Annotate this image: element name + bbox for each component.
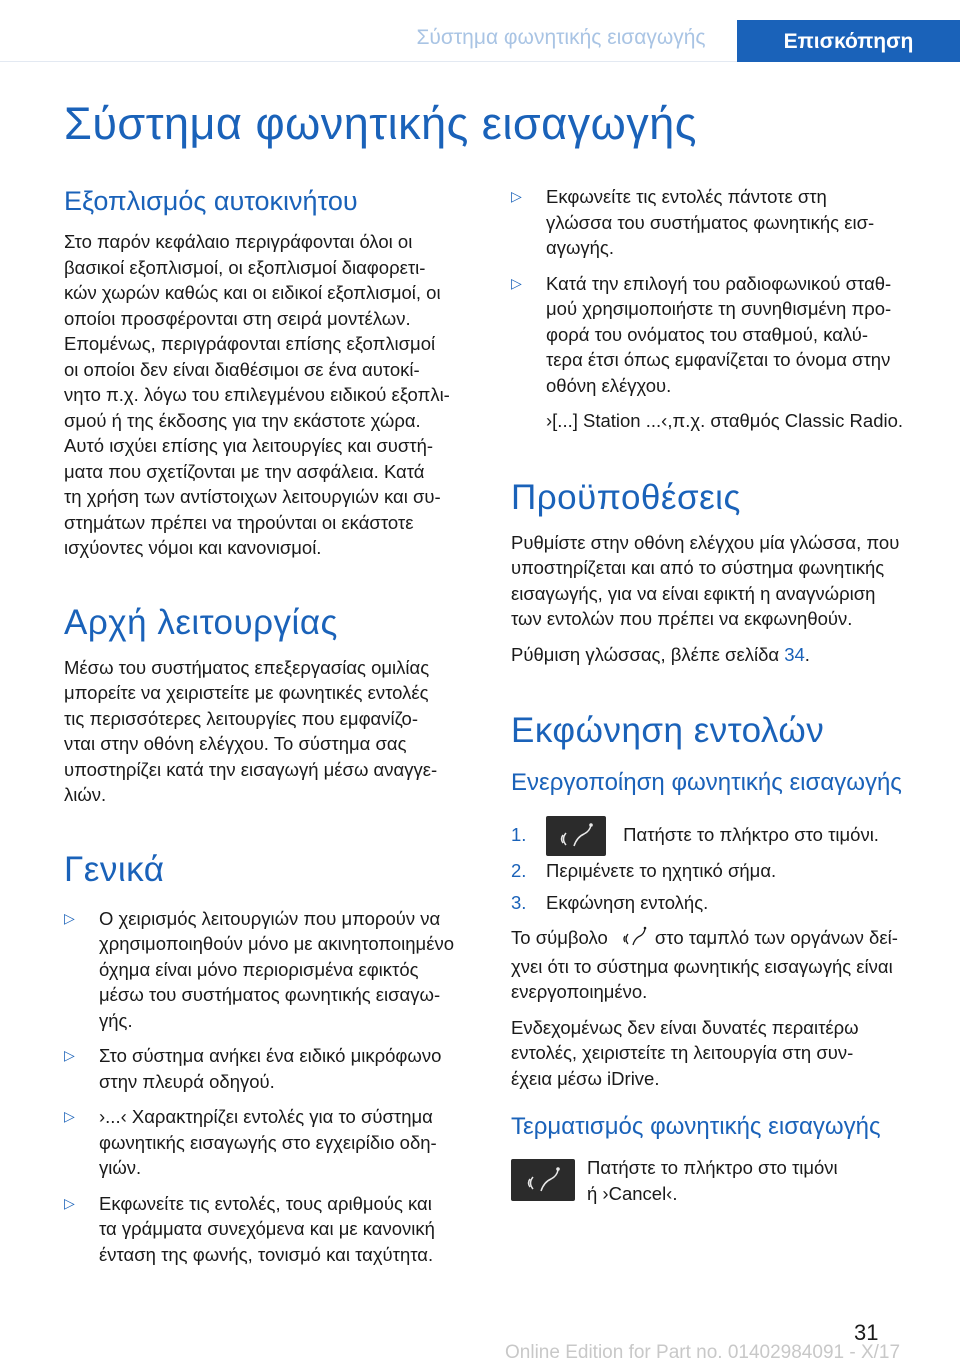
text-line: λιών. — [64, 784, 107, 805]
station-example: ›[...] Station ...‹,π.χ. σταθμός Classic Radio. — [546, 410, 904, 431]
page-number: 31 — [854, 1320, 879, 1345]
activation-steps — [511, 815, 931, 915]
text-line: γλώσσα του συστήματος φωνητικής εισ‐ — [546, 211, 875, 233]
text-line: Αυτό ισχύει επίσης για λειτουργίες και συστή‐ — [64, 435, 434, 456]
text-line: μού χρησιμοποιήστε τη συνηθισμένη προ‐ — [546, 298, 892, 319]
reference-text: Ρύθμιση γλώσσας, βλέπε σελίδα — [511, 643, 785, 665]
text-line: ενεργοποιημένο. — [511, 981, 648, 1003]
edition-footer: Online Edition for Part no. 01402984091 - X/17 — [505, 1342, 901, 1363]
text-line: Επομένως, περιγράφονται επίσης εξοπλισμοί — [64, 333, 436, 354]
text-line: οθόνη ελέγχου. — [546, 374, 672, 396]
symbol-suffix: στο ταμπλό των οργάνων δεί‐ — [654, 927, 898, 949]
text-line: γιών. — [99, 1157, 142, 1178]
requirements-heading: Προϋποθέσεις — [511, 477, 741, 517]
text-line: αγωγής. — [546, 237, 614, 258]
text-line: εισαγωγής, για να είναι εφικτή η αναγνώριση — [511, 582, 876, 604]
text-line: Εκφωνείτε τις εντολές, τους αριθμούς και — [99, 1192, 432, 1214]
symbol-prefix: Το σύμβολο — [511, 927, 608, 949]
reference-text: . — [804, 643, 810, 665]
text-line: γής. — [99, 1009, 133, 1031]
text-line: Εκφωνείτε τις εντολές πάντοτε στη — [546, 186, 827, 207]
text-line: ματα που σχετίζονται με την ασφάλεια. Κατά — [64, 460, 425, 482]
general-list — [64, 906, 484, 1268]
text-line: οι οποίοι δεν είναι διαθέσιμοι σε ένα αυτοκί‐ — [64, 358, 420, 380]
list-item — [64, 1104, 484, 1181]
end-heading: Τερματισμός φωνητικής εισαγωγής — [511, 1113, 881, 1141]
triangle-right-icon: ▷ — [511, 188, 522, 204]
text-line: βασικοί εξοπλισμοί, οι εξοπλισμοί διαφορετι‐ — [64, 256, 426, 278]
text-line: τη χρήση των αντίστοιχων λειτουργιών και συ‐ — [64, 486, 441, 507]
step-text: Περιμένετε το ηχητικό σήμα. — [546, 860, 777, 882]
language-reference — [511, 642, 931, 668]
page-link[interactable]: 34 — [784, 643, 805, 665]
text-line: υποστηρίζει κατά την εισαγωγή μέσω αναγγε‐ — [64, 758, 438, 780]
text-line: όχημα είναι μόνο περιορισμένα εφικτός — [99, 958, 419, 980]
triangle-right-icon: ▷ — [64, 1047, 75, 1063]
equipment-heading: Εξοπλισμός αυτοκινήτου — [64, 186, 358, 216]
text-line: μπορείτε να χειριστείτε με φωνητικές εντολές — [64, 682, 429, 703]
triangle-right-icon: ▷ — [64, 1194, 75, 1211]
text-line: τα γράμματα συνεχόμενα και με κανονική — [99, 1218, 435, 1239]
text-line: ή ›Cancel‹. — [587, 1182, 678, 1204]
text-line: έχεια μέσω iDrive. — [511, 1067, 660, 1089]
commands-heading: Εκφώνηση εντολών — [511, 711, 825, 750]
list-item — [511, 271, 931, 399]
text-line: Ρυθμίστε στην οθόνη ελέγχου μία γλώσσα, που — [511, 531, 900, 553]
text-line: Κατά την επιλογή του ραδιοφωνικού σταθ‐ — [546, 272, 892, 294]
text-line: Στο σύστημα ανήκει ένα ειδικό μικρόφωνο — [99, 1045, 442, 1066]
text-line: χρησιμοποιηθούν μόνο με ακινητοποιημένο — [99, 933, 454, 954]
step-number: 1. — [511, 824, 527, 845]
text-line — [511, 925, 931, 954]
general-heading: Γενικά — [64, 849, 165, 889]
list-item — [64, 1191, 484, 1268]
text-line: νται στην οθόνη ελέγχου. Το σύστημα σας — [64, 733, 407, 754]
header-tab-overview[interactable]: Επισκόπηση — [737, 20, 960, 62]
principle-heading: Αρχή λειτουργίας — [64, 602, 338, 642]
steering-voice-button-icon — [546, 816, 606, 856]
text-line: σμού ή της έκδοσης για την εκάστοτε χώρα. — [64, 409, 421, 431]
text-line: ›...‹ Χαρακτηρίζει εντολές για το σύστημα — [99, 1106, 433, 1127]
text-line: Μέσω του συστήματος επεξεργασίας ομιλίας — [64, 656, 430, 678]
text-line: χνει ότι το σύστημα φωνητικής εισαγωγής είναι — [511, 955, 893, 977]
list-item — [64, 906, 484, 1034]
text-line: ισχύοντες νόμοι και κανονισμοί. — [64, 537, 322, 558]
voice-symbol-icon — [621, 925, 647, 954]
activate-heading: Ενεργοποίηση φωνητικής εισαγωγής — [511, 769, 902, 796]
text-line: Στο παρόν κεφάλαιο περιγράφονται όλοι οι — [64, 231, 413, 252]
text-line: νητο π.χ. λόγω του επιλεγμένου ειδικού εξοπλι‐ — [64, 384, 450, 405]
text-line: των εντολών που πρέπει να εκφωνηθούν. — [511, 608, 853, 629]
step-text: Εκφώνηση εντολής. — [546, 891, 709, 913]
text-line: οποίοι προσφέρονται στη σειρά μοντέλων. — [64, 307, 411, 329]
text-line: Ενδεχομένως δεν είναι δυνατές περαιτέρω — [511, 1016, 859, 1038]
text-line: τις περισσότερες λειτουργίες που εμφανίζο‐ — [64, 707, 418, 729]
triangle-right-icon: ▷ — [64, 1108, 75, 1124]
text-line: υποστηρίζεται και από το σύστημα φωνητικής — [511, 557, 885, 578]
text-line: στημάτων πρέπει να τηρούνται οι εκάστοτε — [64, 511, 414, 533]
step-text: Πατήστε το πλήκτρο στο τιμόνι. — [623, 824, 879, 845]
text-line: μέσω του συστήματος φωνητικής εισαγω‐ — [99, 984, 441, 1005]
right-column — [511, 184, 931, 1215]
step-item — [511, 858, 931, 884]
page-title: Σύστημα φωνητικής εισαγωγής — [64, 98, 697, 149]
step-item — [511, 890, 931, 916]
text-line: εντολές, χειριστείτε τη λειτουργία στη συν‐ — [511, 1042, 854, 1064]
text-line: Πατήστε το πλήκτρο στο τιμόνι — [587, 1157, 838, 1179]
header-section-title: Σύστημα φωνητικής εισαγωγής — [416, 26, 706, 49]
steering-voice-button-icon — [511, 1159, 575, 1201]
text-line: ένταση της φωνής, τονισμό και ταχύτητα. — [99, 1243, 434, 1265]
step-number: 2. — [511, 860, 527, 882]
list-item — [511, 184, 931, 261]
left-column — [64, 186, 484, 1267]
principle-text — [64, 655, 484, 808]
text-line: κών χωρών καθώς και οι ειδικοί εξοπλισμοί, οι — [64, 282, 441, 303]
text-line: στην πλευρά οδηγού. — [99, 1070, 275, 1092]
step-item — [511, 815, 931, 856]
text-line: τερα έτσι όπως εμφανίζεται το όνομα στην — [546, 349, 891, 370]
text-line: φωνητικής εισαγωγής στο εγχειρίδιο οδη‐ — [99, 1131, 437, 1153]
list-item — [64, 1043, 484, 1094]
triangle-right-icon: ▷ — [64, 909, 75, 926]
end-instruction — [511, 1155, 931, 1215]
idrive-note — [511, 1015, 931, 1092]
page-header — [0, 0, 960, 62]
header-divider — [0, 61, 737, 62]
step-number: 3. — [511, 891, 527, 913]
text-line: Ο χειρισμός λειτουργιών που μπορούν να — [99, 907, 441, 929]
language-list — [511, 184, 931, 398]
triangle-right-icon: ▷ — [511, 274, 522, 291]
requirements-text — [511, 530, 931, 632]
equipment-text — [64, 229, 484, 561]
symbol-note — [511, 925, 931, 1005]
text-line: φορά του ονόματος του σταθμού, καλύ‐ — [546, 323, 868, 345]
end-text — [587, 1155, 838, 1206]
